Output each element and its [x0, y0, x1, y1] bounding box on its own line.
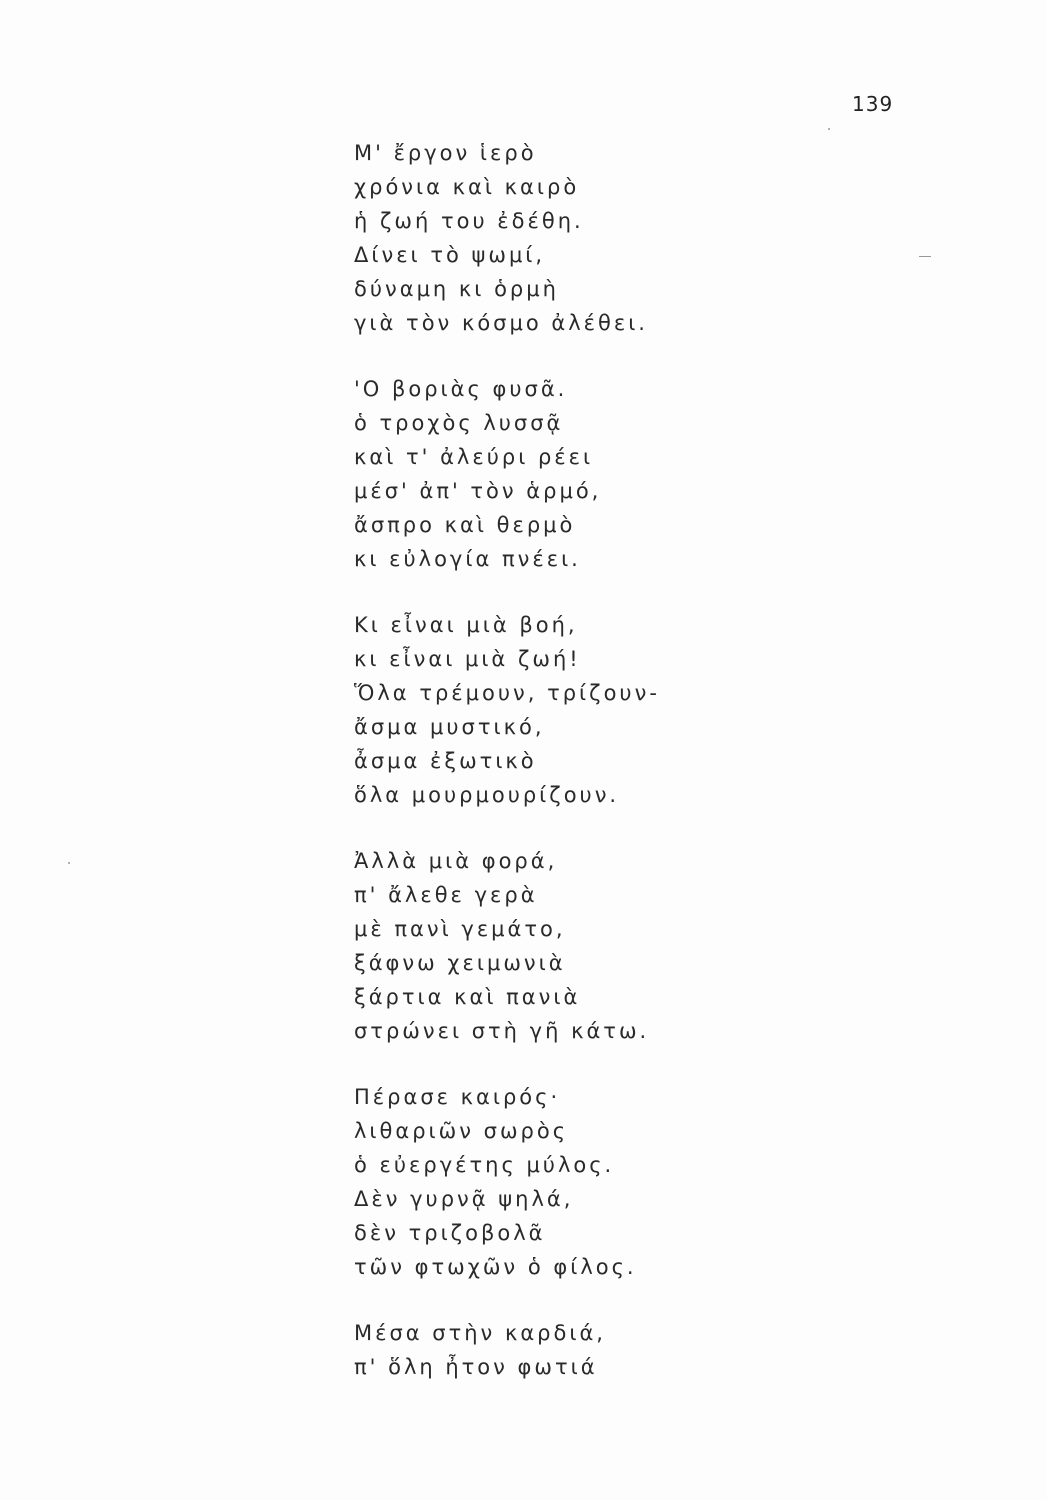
poem-line: γιὰ τὸν κόσμο ἀλέθει. — [354, 311, 648, 335]
stanza-2 — [354, 372, 854, 576]
stanza-gap — [354, 1048, 854, 1080]
scan-speck — [828, 128, 830, 130]
poem-line: π' ὅλη ἦτον φωτιά — [354, 1355, 598, 1379]
poem-line: ὁ εὐεργέτης μύλος. — [354, 1153, 615, 1177]
poem-line: ὅλα μουρμουρίζουν. — [354, 783, 620, 807]
poem-line: λιθαριῶν σωρὸς — [354, 1119, 569, 1143]
poem-line: στρώνει στὴ γῆ κάτω. — [354, 1019, 650, 1043]
poem-line: Δίνει τὸ ψωμί, — [354, 243, 546, 267]
poem-line: καὶ τ' ἀλεύρι ρέει — [354, 445, 594, 469]
stanza-6 — [354, 1316, 854, 1384]
page-number: 139 — [852, 92, 894, 116]
poem-line: χρόνια καὶ καιρὸ — [354, 175, 580, 199]
stanza-gap — [354, 812, 854, 844]
scan-speck — [919, 256, 931, 257]
poem-line: Πέρασε καιρός· — [354, 1085, 561, 1109]
poem-line: δύναμη κι ὁρμὴ — [354, 277, 559, 301]
poem-line: ξάρτια καὶ πανιὰ — [354, 985, 581, 1009]
stanza-gap — [354, 576, 854, 608]
poem-line: ἄσπρο καὶ θερμὸ — [354, 513, 576, 537]
poem-line: 'Ο βοριὰς φυσᾶ. — [354, 377, 568, 401]
poem-line: ξάφνω χειμωνιὰ — [354, 951, 566, 975]
stanza-1 — [354, 136, 854, 340]
poem-line: δὲν τριζοβολᾶ — [354, 1221, 546, 1245]
poem-line: Κι εἶναι μιὰ βοή, — [354, 613, 578, 637]
scan-speck — [68, 862, 70, 864]
stanza-5 — [354, 1080, 854, 1284]
poem-line: Δὲν γυρνᾷ ψηλά, — [354, 1187, 574, 1211]
poem-line: Ἀλλὰ μιὰ φορά, — [354, 849, 558, 873]
poem-line: Μέσα στὴν καρδιά, — [354, 1321, 606, 1345]
poem-line: ὁ τροχὸς λυσσᾷ — [354, 411, 564, 435]
stanza-gap — [354, 1284, 854, 1316]
poem-line: ἄσμα μυστικό, — [354, 715, 545, 739]
stanza-gap — [354, 340, 854, 372]
poem-line: ἆσμα ἐξωτικὸ — [354, 749, 537, 773]
poem-line: π' ἄλεθε γερὰ — [354, 883, 538, 907]
stanza-4 — [354, 844, 854, 1048]
poem-line: κι εἶναι μιὰ ζωή! — [354, 647, 581, 671]
poem-line: ἡ ζωή του ἐδέθη. — [354, 209, 584, 233]
stanza-3 — [354, 608, 854, 812]
poem-line: τῶν φτωχῶν ὁ φίλος. — [354, 1255, 637, 1279]
poem-line: κι εὐλογία πνέει. — [354, 547, 581, 571]
poem-line: Ὅλα τρέμουν, τρίζουν- — [354, 681, 660, 705]
poem-line: μὲ πανὶ γεμάτο, — [354, 917, 566, 941]
poem — [354, 136, 854, 1384]
poem-line: Μ' ἔργον ἱερὸ — [354, 141, 537, 165]
poem-line: μέσ' ἀπ' τὸν ἁρμό, — [354, 479, 602, 503]
